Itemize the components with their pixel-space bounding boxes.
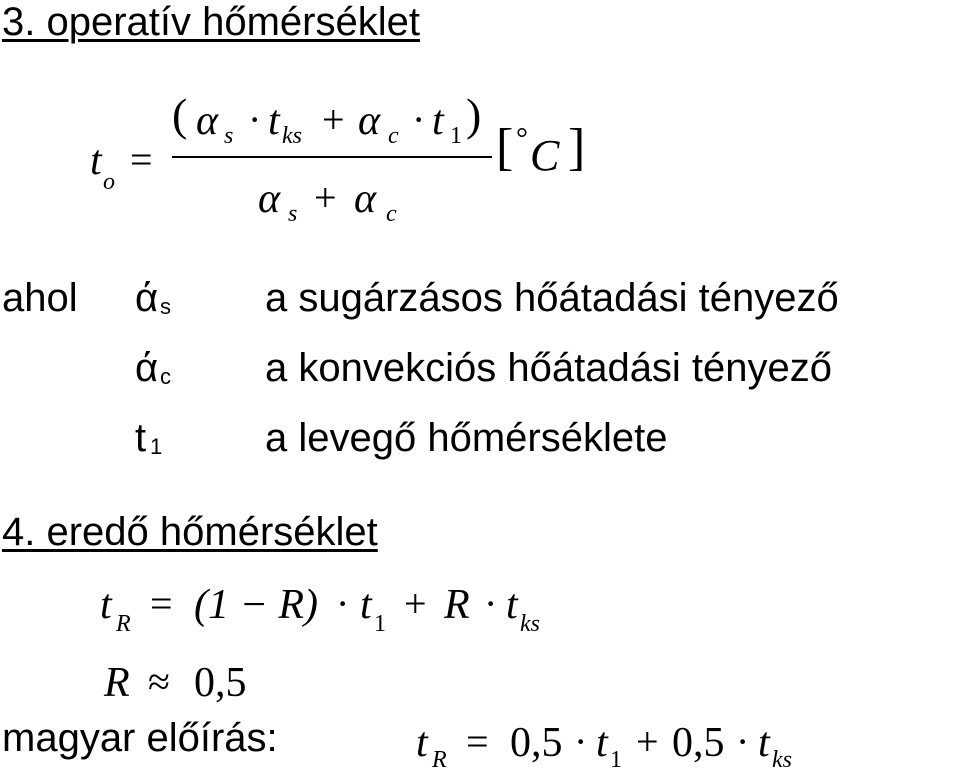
- definition-text: a sugárzásos hőátadási tényező: [265, 276, 839, 320]
- f1-t1-sub: 1: [374, 611, 386, 637]
- numerator-alpha-s: α: [196, 98, 219, 144]
- f3-t2: t: [758, 720, 770, 766]
- f3-t1-sub: 1: [610, 747, 622, 773]
- f1-t1: t: [360, 582, 372, 628]
- definition-symbol-sub: s: [160, 294, 171, 319]
- numerator-dot-1: ·: [248, 97, 262, 142]
- definitions-lead: ahol: [2, 276, 78, 320]
- unit-celsius: C: [530, 131, 560, 180]
- f3-coef-1: 0,5: [510, 720, 563, 766]
- denominator-alpha-c: α: [354, 176, 377, 222]
- formula-equals: =: [130, 137, 153, 182]
- f2-value: 0,5: [194, 660, 247, 706]
- f1-dot-2: ·: [484, 581, 498, 626]
- f1-t: t: [100, 582, 112, 628]
- numerator-alpha-c: α: [358, 98, 381, 144]
- denominator-alpha-s: α: [258, 176, 281, 222]
- definition-symbol-sub: c: [160, 364, 171, 389]
- f2-R: R: [104, 660, 130, 706]
- definition-symbol-sub: 1: [150, 434, 163, 459]
- definition-symbol: ά: [135, 346, 159, 390]
- numerator-alpha-s-sub: s: [224, 123, 234, 149]
- regulation-label: magyar előírás:: [2, 716, 278, 760]
- f1-t2-sub: ks: [520, 611, 540, 637]
- f1-equals: =: [150, 581, 173, 626]
- f3-t1: t: [596, 720, 608, 766]
- f3-t2-sub: ks: [772, 747, 792, 773]
- f3-plus: +: [636, 719, 659, 764]
- f1-dot-1: ·: [336, 581, 350, 626]
- denominator-alpha-s-sub: s: [288, 201, 298, 227]
- section-4-title: 4. eredő hőmérséklet: [2, 510, 378, 554]
- f3-dot-1: ·: [574, 719, 588, 764]
- definition-text: a levegő hőmérséklete: [265, 416, 668, 460]
- numerator-t-1: t: [432, 98, 444, 144]
- f3-t: t: [416, 720, 428, 766]
- numerator-t-ks: t: [268, 98, 280, 144]
- formula-lhs-var: t: [90, 138, 102, 184]
- denominator-alpha-c-sub: c: [386, 201, 397, 227]
- f3-equals: =: [466, 719, 489, 764]
- f1-plus: +: [404, 581, 427, 626]
- f3-coef-2: 0,5: [672, 720, 725, 766]
- denominator-plus: +: [314, 175, 337, 220]
- f2-approx: ≈: [148, 659, 170, 704]
- f1-t2: t: [506, 582, 518, 628]
- numerator-t-ks-sub: ks: [282, 123, 302, 149]
- unit-degree: °: [516, 122, 528, 155]
- unit-close-bracket: ]: [568, 119, 586, 176]
- f1-t-sub: R: [116, 611, 131, 637]
- section-3-title: 3. operatív hőmérséklet: [2, 0, 420, 44]
- definition-symbol: ά: [135, 276, 159, 320]
- numerator-t-1-sub: 1: [450, 123, 462, 149]
- unit-open-bracket: [: [496, 119, 514, 176]
- definition-symbol: t: [135, 416, 147, 460]
- definition-text: a konvekciós hőátadási tényező: [265, 346, 833, 390]
- f1-R: R: [444, 582, 470, 628]
- numerator-alpha-c-sub: c: [388, 123, 399, 149]
- numerator-close-paren: ): [466, 89, 482, 140]
- numerator-open-paren: (: [172, 89, 188, 140]
- numerator-plus: +: [322, 97, 345, 142]
- numerator-dot-2: ·: [412, 97, 426, 142]
- formula-lhs-sub: o: [103, 169, 115, 195]
- f1-paren: (1 − R): [194, 582, 318, 628]
- f3-dot-2: ·: [736, 719, 750, 764]
- f3-t-sub: R: [432, 747, 447, 773]
- fraction-bar: [172, 156, 492, 158]
